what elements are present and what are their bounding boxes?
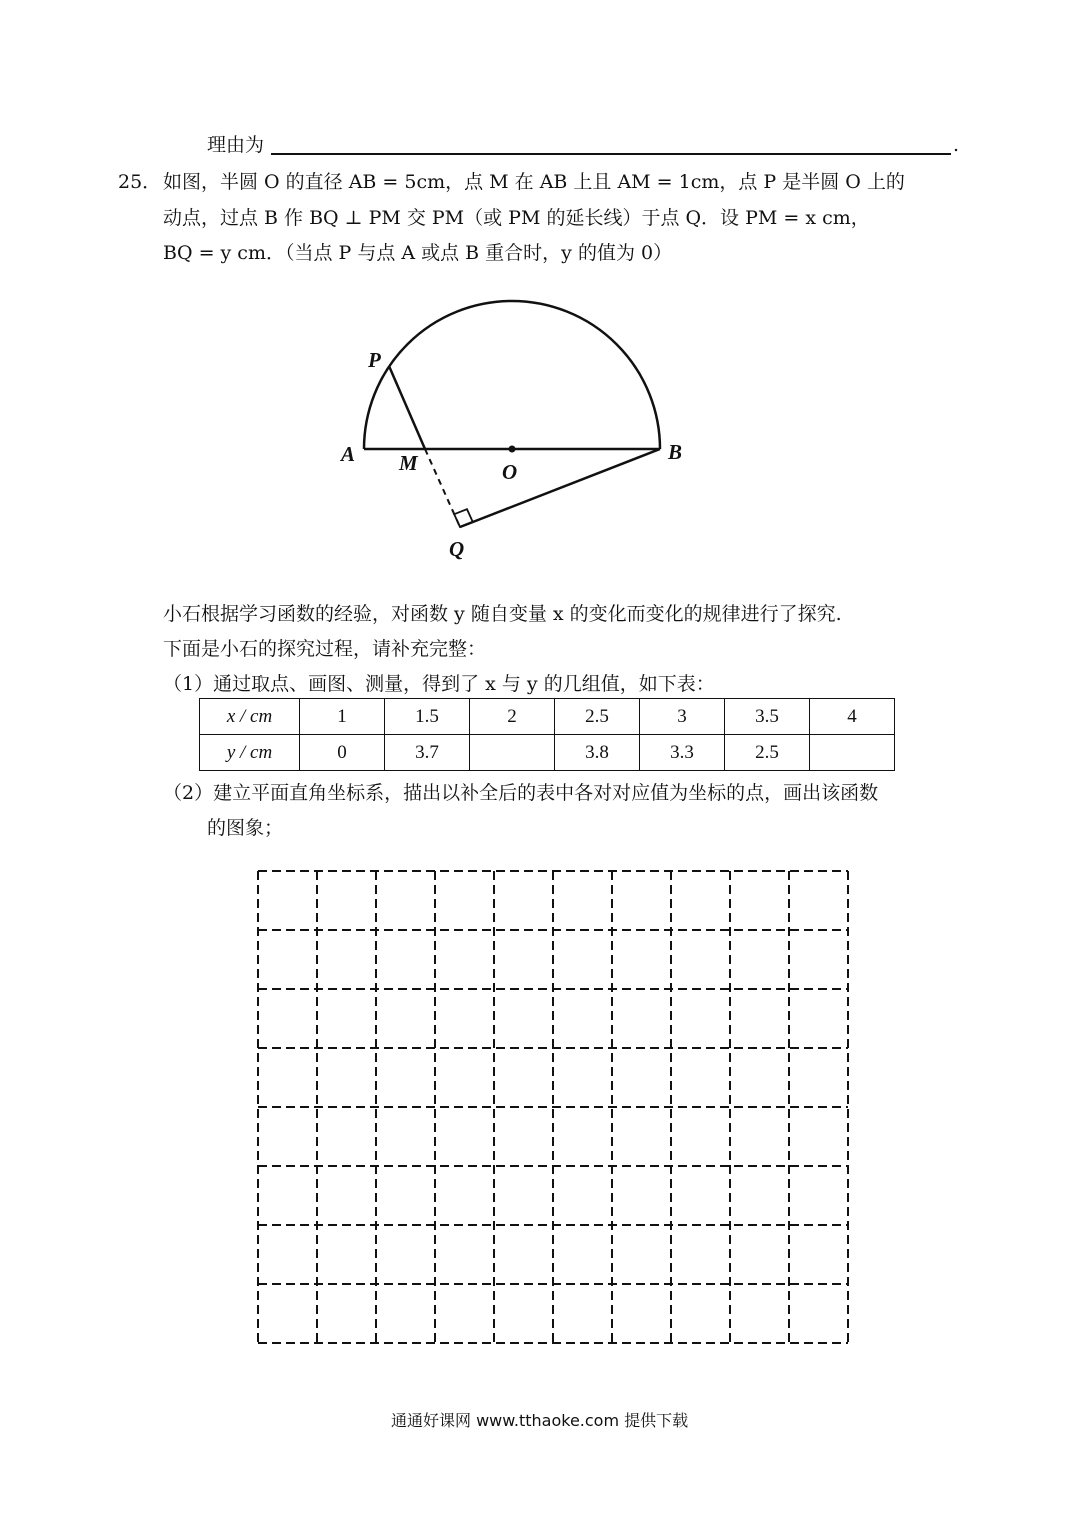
problem-line-1: 如图，半圆 O 的直径 AB = 5cm，点 M 在 AB 上且 AM = 1cm，点 P 是半圆 O 上的: [163, 171, 905, 193]
intro-line-2: 下面是小石的探究过程，请补充完整：: [163, 638, 487, 660]
table-row-y: [200, 735, 895, 771]
y-header: y / cm: [200, 735, 300, 771]
x-cell: 2: [470, 699, 555, 735]
label-q: Q: [449, 537, 465, 561]
part1-text: （1）通过取点、画图、测量，得到了 x 与 y 的几组值，如下表：: [163, 673, 715, 695]
x-cell: 1: [300, 699, 385, 735]
x-header: x / cm: [200, 699, 300, 735]
dashed-grid[interactable]: [257, 870, 849, 1344]
y-cell: 3.7: [385, 735, 470, 771]
center-dot: [509, 446, 516, 453]
y-cell: 0: [300, 735, 385, 771]
x-cell: 2.5: [555, 699, 640, 735]
label-p: P: [368, 348, 381, 372]
x-cell: 3: [640, 699, 725, 735]
label-a: A: [341, 442, 356, 466]
problem-line-2: 动点，过点 B 作 BQ ⊥ PM 交 PM（或 PM 的延长线）于点 Q．设 PM = x cm，: [163, 207, 870, 229]
segment-pm: [389, 366, 425, 449]
table-row-x: [200, 699, 895, 735]
y-cell: 3.8: [555, 735, 640, 771]
reason-label: 理由为: [207, 134, 265, 156]
reason-end: .: [953, 134, 960, 156]
label-o: O: [502, 460, 518, 484]
x-cell: 3.5: [725, 699, 810, 735]
answer-blank-line[interactable]: [271, 153, 951, 155]
y-cell: 2.5: [725, 735, 810, 771]
part2-line-2: 的图象；: [207, 817, 284, 839]
semicircle-arc: [364, 301, 660, 449]
values-table: [199, 698, 895, 771]
problem-number: 25．: [118, 171, 162, 193]
label-b: B: [668, 440, 683, 464]
part2-line-1: （2）建立平面直角坐标系，描出以补全后的表中各对对应值为坐标的点，画出该函数: [163, 782, 879, 804]
y-cell: 3.3: [640, 735, 725, 771]
x-cell: 1.5: [385, 699, 470, 735]
semicircle-figure: [330, 295, 700, 570]
segment-bq: [460, 449, 660, 527]
y-cell-blank[interactable]: [470, 735, 555, 771]
footer-text: 通通好课网 www.tthaoke.com 提供下载: [391, 1411, 689, 1430]
label-m: M: [399, 451, 418, 475]
problem-line-3: BQ = y cm．（当点 P 与点 A 或点 B 重合时，y 的值为 0）: [163, 242, 673, 264]
intro-line-1: 小石根据学习函数的经验，对函数 y 随自变量 x 的变化而变化的规律进行了探究.: [163, 603, 842, 625]
y-cell-blank[interactable]: [810, 735, 895, 771]
x-cell: 4: [810, 699, 895, 735]
